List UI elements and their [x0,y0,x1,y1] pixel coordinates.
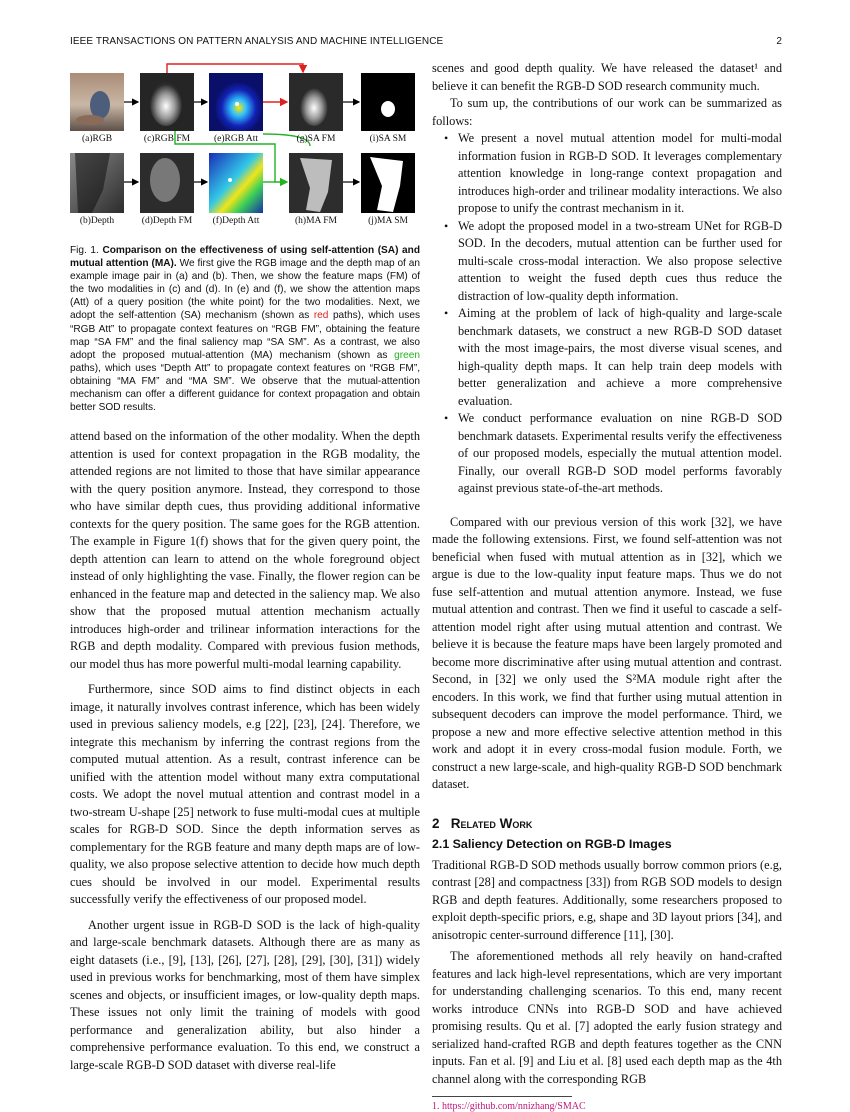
left-column [70,60,420,1074]
related-paragraph-1: Traditional RGB-D SOD methods usually borrow common priors (e.g, contrast [28] and compactness [33]) from RGB SOD models to design RGB and depth features. Additionally, some researchers proposed to exploit depth-specific priors, e.g, shape and 3D layout priors [34], and anisotropic center-surround difference [11], [30]. [432,857,782,942]
label-i: (i)SA SM [369,134,407,144]
footnote [432,1101,782,1112]
rgb-att [209,73,263,131]
label-j: (j)MA SM [368,216,408,226]
figure-1 [70,60,420,238]
label-b: (b)Depth [79,216,115,226]
depth-att [209,153,263,213]
caption-text-1: We first give the RGB image and the depth map of an example image pair in (a) and (b). Then, we show the feature maps (FM) of the two modalities in (c) and (d). In (e) and (f), we show the attention maps (Att) of a query position (the white point) for the two modalities. Next, we adopt the self-attention (SA) mechanism (shown as [70,258,420,322]
label-c: (c)RGB FM [143,134,191,144]
figure-caption [70,244,420,414]
caption-text-2: paths), which uses “RGB Att” to propagate context features on “RGB FM”, obtaining the feature map “SA FM” and the final saliency map “SA SM”. As a contrast, we also adopt the proposed mutual-attention (MA) mechanism (shown as [70,310,420,361]
left-paragraph-1: attend based on the information of the other modality. When the depth attention is used for context propagation in the RGB modality, the attended regions are not limited to those that have similar appearance with the query position anymore. Instead, they correspond to those who have similar depth cues, thus providing additional informative contexts for the query position. The same goes for the RGB attention. The example in Figure 1(f) shows that for the given query point, the depth attention can learn to attend on the whole foreground object instead of only highlighting the vase. Finally, the flower region can be enhanced in the feature map and detected in the saliency map. We also show that the proposed mutual attention mechanism actually introduces high-order and trilinear information interactions for the RGB and depth modality. Compared with previous fusion methods, our model thus has more powerful multi-modal learning capability. [70,429,420,671]
caption-number: Fig. 1. [70,245,99,256]
journal-title: IEEE TRANSACTIONS ON PATTERN ANALYSIS AND MACHINE INTELLIGENCE [70,36,444,47]
footnote-rule [432,1096,572,1097]
section-title: Related Work [450,815,533,831]
left-paragraph-2: Furthermore, since SOD aims to find distinct objects in each image, it naturally involves contrast inference, which has been widely used in previous saliency models, e.g [22], [23], [24]. Therefore, we integrate this mechanism by inferring the contrast regions from the computed mutual attention. As a result, contrast inference can be unified with the attention model without many extra computational costs. We adopt the novel mutual attention and contrast model in a two-stream U-shape [25] network to fuse multi-modal cues at multiple scales for RGB-D SOD. Since the depth information serves as complementary for the RGB feature and many depth maps are of low-quality, we also propose selective attention to decide how much depth cues should be involved in our model. Experimental results successfully verify the effectiveness of our proposed model. [70,682,420,907]
subsection-heading: 2.1 Saliency Detection on RGB-D Images [432,836,672,851]
caption-text-3: paths), which uses “Depth Att” to propagate context features on “RGB FM”, obtaining “MA FM” and “MA SM”. We observe that the mutual-attention mechanism can offer a different guidance for context propagation and obtain better SOD results. [70,362,420,414]
caption-title: Comparison on the effectiveness of using self-attention (SA) and mutual attention (MA). [70,245,420,270]
figure-graphic [70,60,420,238]
page-number: 2 [776,36,782,47]
label-g: (g)SA FM [296,134,336,144]
right-column [432,60,782,1112]
list-item: • We adopt the proposed model in a two-stream UNet for RGB-D SOD. In the decoders, mutual attention can be further used for multi-scale cross-modal interaction. We also propose selective attention to weight the fused depth cues thus reduce the distraction of low-quality depth information. [458,218,782,306]
contribution-list [432,130,782,498]
list-item: • We conduct performance evaluation on nine RGB-D SOD benchmark datasets. Experimental results verify the effectiveness of our proposed models, especially the mutual attention model. Finally, our overall RGB-D SOD model performs favorably against previous state-of-the-art methods. [458,410,782,498]
caption-red-word: red [313,310,329,322]
list-item: • Aiming at the problem of lack of high-quality and large-scale benchmark datasets, we construct a new RGB-D SOD dataset with the most image-pairs, the most diverse visual scenes, and high-quality depth maps. It can help train deep models with better generalization and achieve a more comprehensive evaluation. [458,305,782,410]
label-h: (h)MA FM [295,216,337,226]
section-heading [432,816,782,831]
label-a: (a)RGB [81,134,113,144]
left-paragraph-3: Another urgent issue in RGB-D SOD is the lack of high-quality and large-scale benchmark datasets. Although there are as many as eight datasets (i.e., [9], [13], [26], [27], [28], [29], [30], [31]) widely used in previous works for benchmarking, most of them have simplex scenes and objects, or insufficient images, or low-quality depth maps. These issues not only limit the training of models with good performance and generalization ability, but also hinder a comprehensive performance evaluation. To this end, we construct a large-scale RGB-D SOD dataset with diverse real-life [70,917,420,1072]
label-f: (f)Depth Att [212,216,260,226]
caption-green-word: green [394,349,420,361]
footnote-link[interactable]: 1. https://github.com/nnizhang/SMAC [432,1101,586,1112]
right-paragraph-0: scenes and good depth quality. We have released the dataset¹ and believe it can benefit the RGB-D SOD research community much. [432,61,782,93]
related-paragraph-2: The aforementioned methods all rely heavily on hand-crafted features and lack high-level representations, which are very important for understanding challenging scenarios. To this end, many recent works introduce CNNs into RGB-D SOD and have achieved promising results. Qu et al. [7] adopted the early fusion strategy and serialized hand-crafted RGB and depth features together as the CNN inputs. Fan et al. [9] and Liu et al. [8] used each depth map as the 4th channel along with the corresponding RGB [432,949,782,1086]
label-d: (d)Depth FM [141,216,193,226]
list-item: • We present a novel mutual attention model for multi-modal information fusion in RGB-D SOD. It leverages complementary attention knowledge in long-range context propagation and introduces high-order and trilinear modality interactions. We also propose to unify the contrast mechanism in it. [458,130,782,218]
section-number: 2 [432,815,440,831]
comparison-paragraph: Compared with our previous version of this work [32], we have made the following extensions. First, we found self-attention was not beneficial when fused with mutual attention as in [32], which we argue is due to the low-quality input feature maps. Thus we do not fuse self-attention and mutual attention anymore. Instead, we fuse mutual attention and contrast. Then we find it useful to cascade a self-attention model right after using mutual attention and contrast. We believe it is because the feature maps have been largely promoted and become more discriminative after using mutual attention and contrast. Second, in [32] we only used the S²MA module right after the encoders. In this work, we find that further using mutual attention in subsequent decoders can improve the model performance. Third, we propose a new and more effective selective attention method in this work and adopt it in every cross-modal fusion module. Forth, we construct a new large-scale, and high-quality RGB-D SOD benchmark dataset. [432,514,782,791]
summary-intro: To sum up, the contributions of our work can be summarized as follows: [432,96,782,128]
label-e: (e)RGB Att [213,134,259,144]
